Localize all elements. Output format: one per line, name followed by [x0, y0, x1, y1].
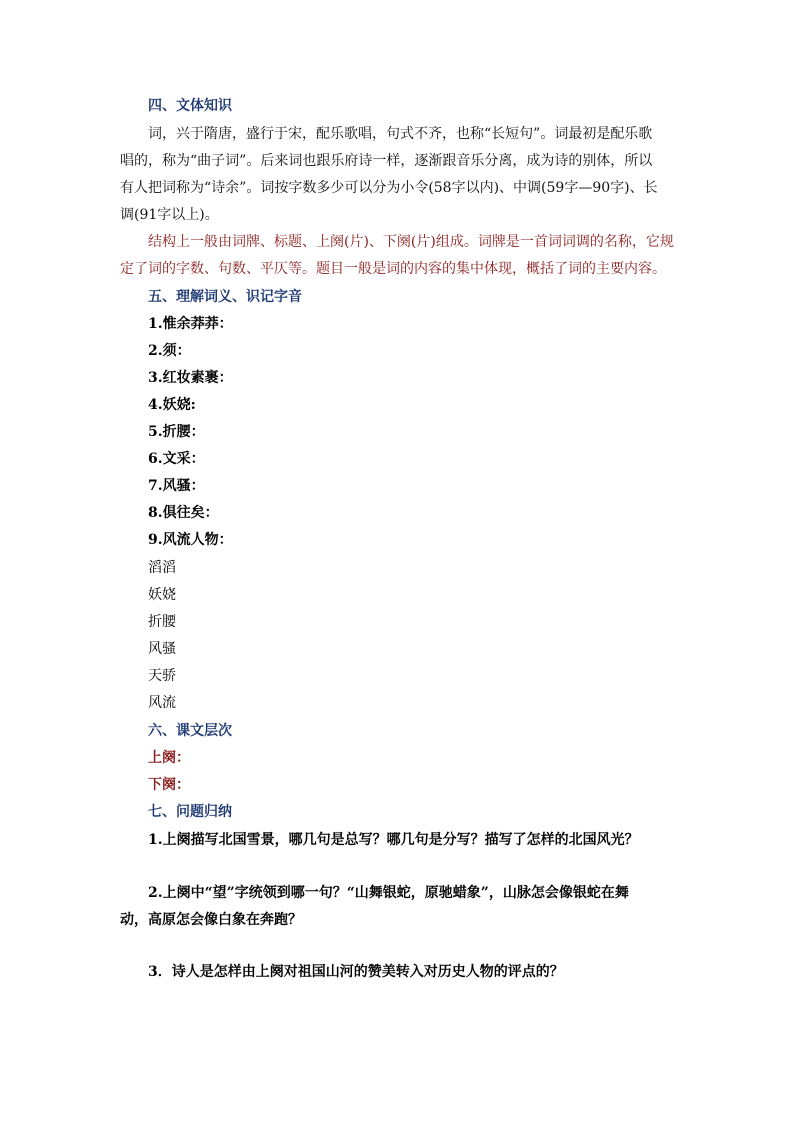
- upper-stanza-label: 上阕：: [148, 750, 190, 766]
- question-1: 1.上阕描写北国雪景，哪几句是总写？哪几句是分写？描写了怎样的北国风光？: [148, 832, 639, 848]
- vocab-item: 2.须：: [148, 343, 191, 359]
- vocab-item: 3.红妆素裹：: [148, 370, 233, 386]
- section-7-heading: 七、问题归纳: [148, 804, 232, 820]
- s4-para2-line1: 结构上一般由词牌、标题、上阕(片)、下阕(片)组成。词牌是一首词词调的名称，它规: [148, 234, 674, 250]
- section-5-heading: 五、理解词义、识记字音: [148, 289, 302, 305]
- vocab-item: 7.风骚：: [148, 478, 205, 494]
- s4-para1-line3: 有人把词称为“诗余”。词按字数多少可以分为小令(58字以内)、中调(59字—90字)、长: [120, 180, 658, 196]
- pronunciation-word: 妖娆: [148, 587, 176, 603]
- vocab-item: 9.风流人物：: [148, 532, 233, 548]
- pronunciation-word: 风流: [148, 695, 176, 711]
- vocab-item: 4.妖娆:: [148, 397, 196, 413]
- section-6-heading: 六、课文层次: [148, 723, 232, 739]
- pronunciation-word: 天骄: [148, 668, 176, 684]
- s4-para1-line1: 词，兴于隋唐，盛行于宋，配乐歌唱，句式不齐，也称“长短句”。词最初是配乐歌: [148, 126, 653, 142]
- s4-para1-line4: 调(91字以上)。: [120, 207, 219, 223]
- question-2-line1: 2.上阕中“望”字统领到哪一句？“山舞银蛇，原驰蜡象”，山脉怎会像银蛇在舞: [148, 885, 629, 901]
- section-4-heading: 四、文体知识: [148, 98, 232, 114]
- question-3: 3．诗人是怎样由上阕对祖国山河的赞美转入对历史人物的评点的？: [148, 964, 564, 980]
- pronunciation-word: 折腰: [148, 614, 176, 630]
- s4-para2-line2: 定了词的字数、句数、平仄等。题目一般是词的内容的集中体现，概括了词的主要内容。: [120, 261, 666, 277]
- pronunciation-word: 滔滔: [148, 560, 176, 576]
- vocab-item: 5.折腰：: [148, 424, 205, 440]
- vocab-item: 6.文采：: [148, 451, 205, 467]
- vocab-item: 8.俱往矣：: [148, 505, 219, 521]
- question-2-line2: 动，高原怎会像白象在奔跑？: [120, 912, 302, 928]
- vocab-item: 1.惟余莽莽：: [148, 316, 233, 332]
- s4-para1-line2: 唱的，称为“曲子词”。后来词也跟乐府诗一样，逐渐跟音乐分离，成为诗的别体，所以: [120, 153, 653, 169]
- pronunciation-word: 风骚: [148, 641, 176, 657]
- lower-stanza-label: 下阕：: [148, 777, 190, 793]
